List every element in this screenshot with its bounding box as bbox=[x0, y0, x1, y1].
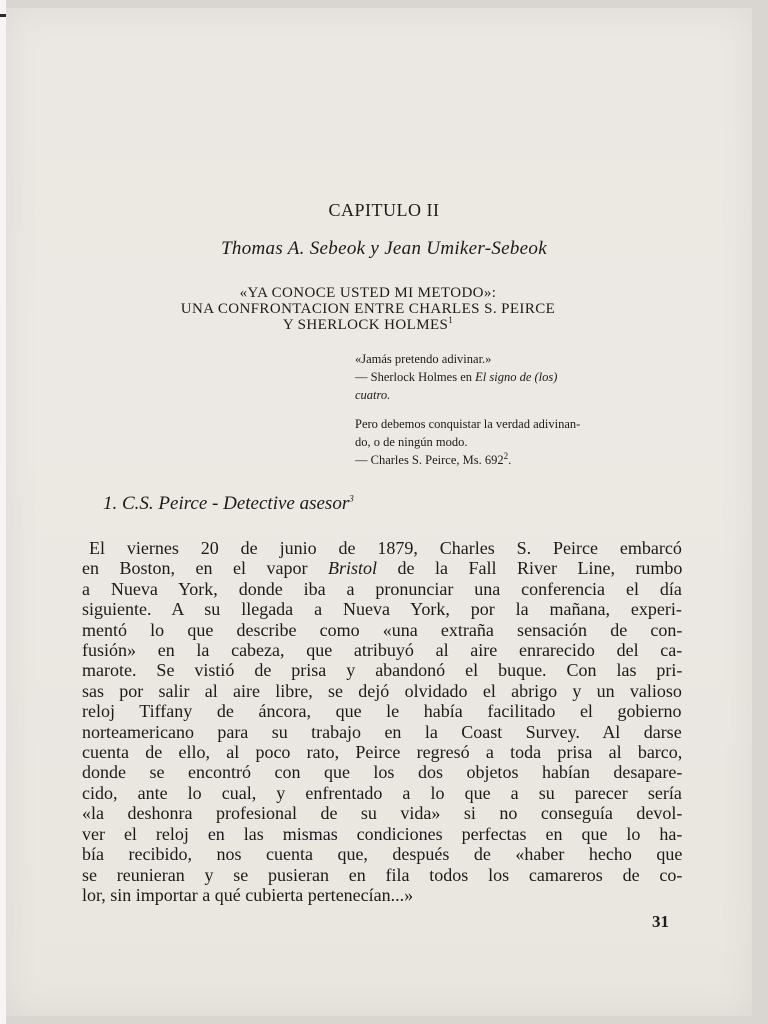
paragraph-line: en Boston, en el vapor Bristol de la Fall River Line, rumbo bbox=[82, 558, 683, 579]
epigraph-attribution bbox=[355, 368, 700, 386]
footnote-marker-3: 3 bbox=[349, 493, 354, 504]
source-title-cont: cuatro. bbox=[355, 388, 391, 402]
paragraph-line: bía recibido, nos cuenta que, después de «haber hecho que bbox=[82, 844, 683, 865]
paragraph-line: sas por salir al aire libre, se dejó olvidado el abrigo y un valioso bbox=[82, 680, 682, 701]
chapter-heading: CAPITULO II bbox=[328, 200, 440, 220]
epigraph-line-2: do, o de ningún modo. bbox=[355, 435, 468, 449]
subtitle-line-1: «YA CONOCE USTED MI METODO»: bbox=[239, 285, 497, 301]
paragraph-line: mentó lo que describe como «una extraña sensación de con- bbox=[82, 619, 683, 640]
paragraph-line: fusión» en la cabeza, que atribuyó al aire enrarecido del ca- bbox=[82, 640, 683, 661]
subtitle-line-3-text: Y SHERLOCK HOLMES bbox=[282, 317, 449, 333]
paragraph-line: ver el reloj en las mismas condiciones perfectas en que lo ha- bbox=[82, 823, 683, 844]
section-heading bbox=[103, 493, 354, 515]
chapter-subtitle bbox=[0, 285, 736, 333]
attribution-text: — Charles S. Peirce, Ms. 692 bbox=[355, 453, 504, 467]
epigraph-source-cont bbox=[355, 386, 700, 404]
section-heading-text: 1. C.S. Peirce - Detective asesor bbox=[103, 493, 350, 514]
paragraph-line: norteamericano para su trabajo en la Coast Survey. Al darse bbox=[82, 721, 682, 742]
attribution-end: . bbox=[508, 453, 512, 467]
subtitle-line-3 bbox=[0, 317, 736, 333]
paragraph-line: cido, ante lo cual, y enfrentado a lo que a su parecer sería bbox=[82, 782, 682, 803]
footnote-marker-2: 2 bbox=[503, 450, 509, 461]
paragraph-line: siguiente. A su llegada a Nueva York, por la mañana, experi- bbox=[82, 599, 682, 620]
source-title: El signo de (los) bbox=[475, 370, 558, 384]
epigraph-attribution bbox=[355, 451, 700, 469]
paragraph-line: marote. Se vistió de prisa y abandonó el buque. Con las pri- bbox=[82, 660, 683, 681]
body-paragraph bbox=[82, 538, 682, 905]
paragraph-line: reloj Tiffany de áncora, que le había facilitado el gobierno bbox=[82, 701, 682, 722]
paragraph-line: lor, sin importar a qué cubierta pertenecían...» bbox=[82, 884, 414, 905]
epigraph-line-1: Pero debemos conquistar la verdad adivinan- bbox=[355, 417, 581, 431]
paragraph-line: cuenta de ello, al poco rato, Peirce regresó a toda prisa al barco, bbox=[82, 742, 683, 763]
footnote-marker-1: 1 bbox=[448, 315, 454, 325]
paragraph-line: El viernes 20 de junio de 1879, Charles S. Peirce embarcó bbox=[89, 538, 682, 558]
paragraph-line: «la deshonra profesional de su vida» si no conseguía devol- bbox=[82, 803, 683, 824]
epigraph-peirce bbox=[355, 415, 700, 469]
epigraph-holmes bbox=[355, 350, 700, 404]
paragraph-line: donde se encontró con que los dos objetos habían desapare- bbox=[82, 762, 683, 783]
attribution-prefix: — Sherlock Holmes en bbox=[355, 370, 476, 384]
page-number: 31 bbox=[652, 912, 669, 931]
paragraph-line: se reunieran y se pusieran en fila todos los camareros de co- bbox=[82, 864, 683, 885]
paragraph-line: a Nueva York, donde iba a pronunciar una conferencia el día bbox=[82, 578, 682, 599]
authors-line: Thomas A. Sebeok y Jean Umiker-Sebeok bbox=[221, 238, 547, 259]
epigraph-quote: «Jamás pretendo adivinar.» bbox=[355, 352, 492, 366]
subtitle-line-2: UNA CONFRONTACION ENTRE CHARLES S. PEIRCE bbox=[180, 301, 556, 317]
